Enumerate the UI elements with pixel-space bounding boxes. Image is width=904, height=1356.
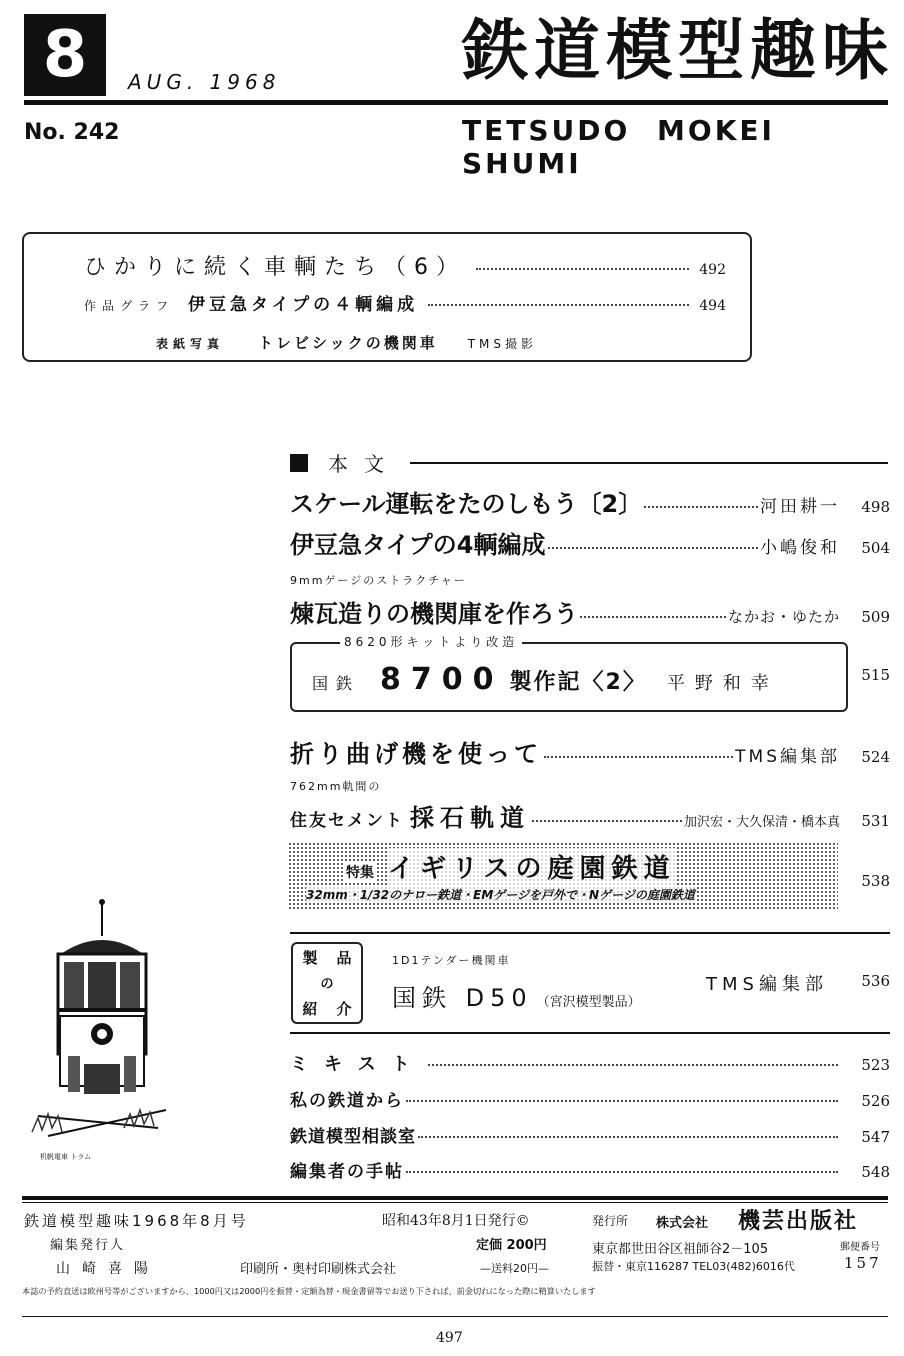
cover-title: トレビシックの機関車 [258, 334, 438, 352]
toc-title: 伊豆急タイプの4輌編成 [290, 531, 546, 559]
leader-dots [580, 616, 726, 618]
page-number: 497 [436, 1330, 463, 1346]
toc-page: 515 [861, 666, 890, 684]
tram-illustration [28, 896, 168, 1166]
publisher-name: 機芸出版社 [738, 1209, 859, 1234]
leader-dots [476, 268, 689, 270]
toc-page: 498 [861, 498, 890, 516]
toc-title: スケール運転をたのしもう〔2〕 [290, 490, 643, 518]
column-item[interactable] [290, 1122, 890, 1147]
toc-page: 509 [861, 608, 890, 626]
graph-prefix: 作品グラフ [84, 299, 175, 313]
product-label-char: 品 [336, 948, 352, 967]
leader-dots [428, 304, 689, 306]
product-intro-label [291, 942, 363, 1024]
toc-author: TMS編集部 [735, 747, 840, 767]
feature-page: 492 [699, 262, 726, 278]
cover-credit: TMS撮影 [467, 337, 538, 351]
leader-dots [544, 756, 733, 758]
leader-dots [532, 820, 682, 822]
magazine-issue: 鉄道模型趣味1968年8月号 [24, 1212, 249, 1230]
column-item[interactable] [290, 1050, 890, 1076]
column-title: 鉄道模型相談室 [290, 1127, 416, 1147]
section-header [290, 448, 888, 477]
toc-author: 加沢宏・大久保清・橋本真 [683, 815, 840, 830]
section-rule [410, 462, 888, 464]
product-item[interactable] [392, 978, 641, 1013]
toc-item[interactable] [290, 734, 890, 769]
tram-drawing [28, 896, 168, 1166]
toc-author: 河田耕一 [760, 497, 840, 517]
graph-page: 494 [699, 298, 726, 314]
footer-rule [22, 1202, 888, 1203]
publish-date: 昭和43年8月1日発行© [382, 1213, 530, 1229]
column-page: 547 [861, 1128, 890, 1146]
toc-suffix: 製作記〈2〉 [509, 670, 647, 695]
header-rule [24, 100, 888, 105]
issue-no: No. 242 [24, 120, 120, 145]
product-label-char: の [320, 977, 334, 993]
product-label-char: 製 [302, 948, 318, 967]
postal-label: 郵便番号 [840, 1242, 880, 1253]
leader-dots [418, 1136, 838, 1138]
toc-item[interactable] [290, 594, 890, 629]
special-title: イギリスの庭園鉄道 [388, 848, 675, 885]
graph-title[interactable]: 伊豆急タイプの４輌編成 [188, 295, 419, 315]
cover-prefix: 表紙写真 [156, 337, 225, 351]
column-item[interactable] [290, 1086, 890, 1111]
divider [290, 1032, 890, 1034]
toc-item[interactable] [290, 525, 890, 560]
product-title: 国鉄 D50 [392, 984, 533, 1012]
toc-title: 折り曲げ機を使って [290, 740, 542, 768]
column-title: 私の鉄道から [290, 1091, 404, 1111]
address: 東京都世田谷区祖師谷2－105 [592, 1242, 769, 1257]
leader-dots [644, 506, 758, 508]
column-title: ミキスト [290, 1054, 426, 1075]
magazine-title-en: TETSUDO MOKEI SHUMI [462, 114, 775, 180]
toc-box-8700[interactable] [290, 642, 848, 712]
divider [290, 932, 890, 934]
postal-code: 157 [844, 1254, 882, 1272]
editor-name: 山崎喜陽 [56, 1261, 160, 1277]
toc-page: 538 [861, 872, 890, 890]
product-author: TMS編集部 [706, 974, 828, 995]
product-kicker: 1D1テンダー機関車 [392, 954, 511, 967]
section-label: 本文 [328, 452, 400, 476]
toc-title: 採石軌道 [410, 804, 530, 832]
feature-box [22, 232, 752, 362]
toc-kicker: 9mmゲージのストラクチャー [290, 574, 467, 587]
footer-rule [22, 1196, 888, 1200]
printer: 印刷所・奥村印刷株式会社 [240, 1262, 397, 1277]
toc-author: 小嶋俊和 [760, 538, 840, 558]
column-page: 548 [861, 1163, 890, 1181]
column-page: 523 [861, 1056, 890, 1074]
feature-title[interactable]: ひかりに続く車輌たち（6） [84, 255, 466, 280]
toc-title: 8700 [380, 662, 504, 697]
special-feature[interactable] [288, 842, 838, 910]
publisher-type: 株式会社 [656, 1216, 709, 1231]
toc-page: 524 [861, 748, 890, 766]
special-prefix: 特集 [344, 862, 376, 882]
toc-page: 531 [861, 812, 890, 830]
toc-kicker: 8620形キットより改造 [340, 633, 522, 650]
toc-kicker: 762mm軌間の [290, 780, 382, 793]
product-label-char: 紹 [302, 1000, 318, 1019]
column-page: 526 [861, 1092, 890, 1110]
special-subtitle: 32mm・1/32のナロー鉄道・EMゲージを戸外で・Nゲージの庭園鉄道 [306, 888, 695, 902]
footer-rule [22, 1316, 888, 1317]
magazine-title-jp: 鉄道模型趣味 [462, 12, 894, 89]
leader-dots [428, 1064, 838, 1066]
column-item[interactable] [290, 1157, 890, 1182]
toc-prefix: 住友セメント [290, 811, 404, 831]
product-maker: （宮沢模型製品） [536, 995, 641, 1010]
product-label-char: 介 [336, 1000, 352, 1019]
column-title: 編集者の手帖 [290, 1162, 404, 1182]
square-bullet-icon [290, 454, 308, 472]
issue-month: AUG. 1968 [128, 70, 281, 94]
leader-dots [548, 547, 759, 549]
subscription-notice: 本誌の予約直送は欧州号等がございますから、1000円又は2000円を振替・定額為替・現金書留等でお送り下されば、前金切れになった際に精算いたします [22, 1286, 596, 1296]
toc-title: 煉瓦造りの機関庫を作ろう [290, 600, 578, 628]
toc-author: 平野和幸 [666, 673, 779, 694]
toc-page: 536 [861, 972, 890, 990]
leader-dots [406, 1100, 838, 1102]
illustration-caption: 机帆電車 トラム [40, 1153, 92, 1161]
postage: —送料20円— [480, 1262, 549, 1275]
toc-prefix: 国鉄 [312, 674, 361, 693]
editor-label: 編集発行人 [50, 1238, 126, 1253]
leader-dots [406, 1171, 838, 1173]
toc-item[interactable] [290, 798, 890, 833]
issue-number: 8 [24, 14, 106, 96]
account: 振替・東京116287 TEL03(482)6016代 [592, 1260, 795, 1273]
publisher-label: 発行所 [592, 1214, 629, 1228]
toc-page: 504 [861, 539, 890, 557]
price: 定価 200円 [476, 1238, 547, 1253]
toc-item[interactable] [290, 484, 890, 519]
toc-author: なかお・ゆたか [727, 608, 840, 626]
